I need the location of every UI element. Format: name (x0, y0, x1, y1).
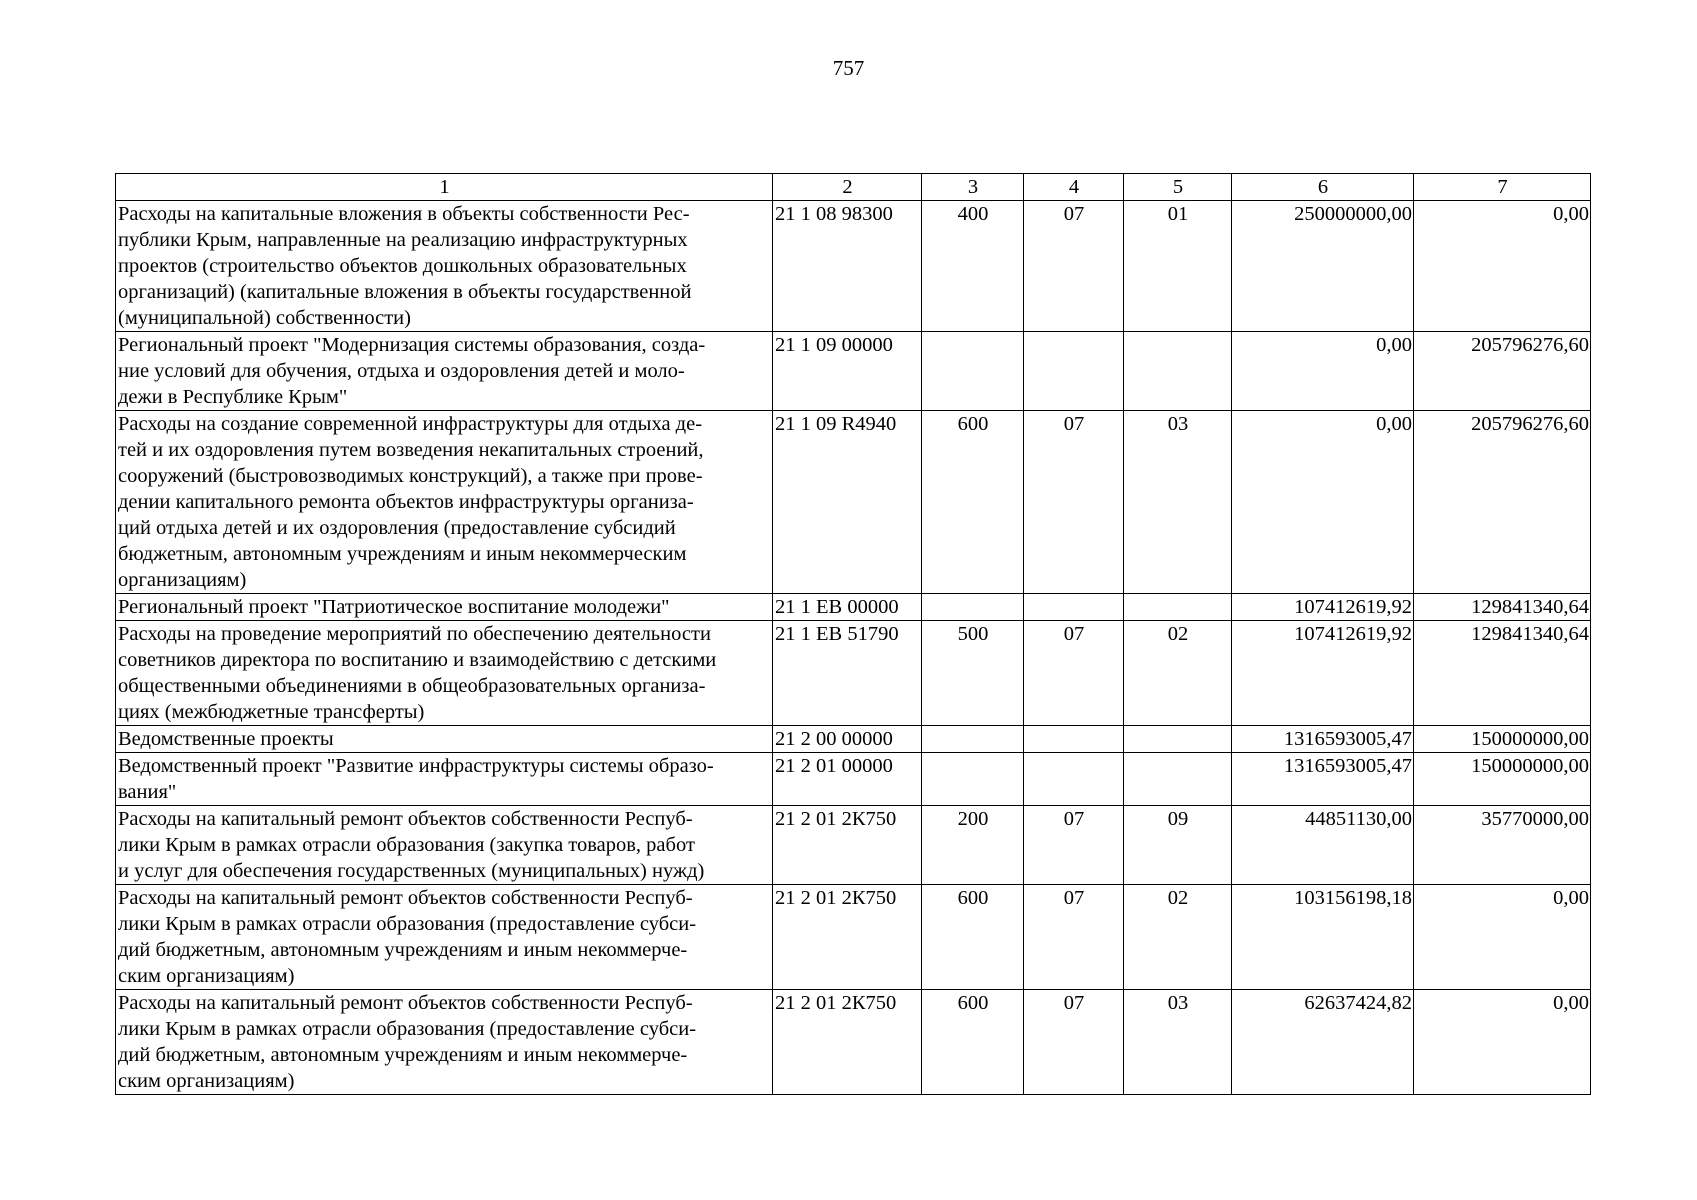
target-code-cell: 21 2 01 2К750 (773, 990, 922, 1095)
section-cell (1024, 594, 1124, 621)
item-name-line: дежи в Республике Крым" (118, 386, 348, 408)
amount-year2-cell: 0,00 (1414, 201, 1591, 332)
section-cell: 07 (1024, 806, 1124, 885)
section-cell: 07 (1024, 885, 1124, 990)
item-name-line: Ведомственные проекты (118, 728, 334, 750)
section-cell (1024, 753, 1124, 806)
section-cell: 07 (1024, 411, 1124, 594)
item-name-line: ций отдыха детей и их оздоровления (предоставление субсидий (118, 517, 676, 539)
item-name-cell (116, 621, 773, 726)
expense-type-cell (922, 753, 1024, 806)
expense-type-cell: 600 (922, 990, 1024, 1095)
section-cell (1024, 332, 1124, 411)
amount-year2-cell: 150000000,00 (1414, 753, 1591, 806)
subsection-cell: 02 (1124, 885, 1232, 990)
amount-year2-cell: 0,00 (1414, 990, 1591, 1095)
item-name-cell (116, 990, 773, 1095)
item-name-line: общественными объединениями в общеобразовательных организа- (118, 675, 706, 697)
subsection-cell: 09 (1124, 806, 1232, 885)
expense-type-cell (922, 726, 1024, 753)
item-name-line: ние условий для обучения, отдыха и оздоровления детей и моло- (118, 360, 685, 382)
amount-year1-cell: 250000000,00 (1232, 201, 1414, 332)
header-col-1: 1 (116, 174, 773, 201)
subsection-cell (1124, 332, 1232, 411)
item-name-line: Расходы на капитальный ремонт объектов собственности Респуб- (118, 887, 693, 909)
item-name-cell (116, 332, 773, 411)
item-name-line: дий бюджетным, автономным учреждениям и иным некоммерче- (118, 939, 688, 961)
expense-type-cell (922, 594, 1024, 621)
amount-year2-cell: 205796276,60 (1414, 332, 1591, 411)
amount-year2-cell: 150000000,00 (1414, 726, 1591, 753)
amount-year1-cell: 1316593005,47 (1232, 753, 1414, 806)
amount-year1-cell: 44851130,00 (1232, 806, 1414, 885)
item-name-line: организаций) (капитальные вложения в объекты государственной (118, 281, 692, 303)
target-code-cell: 21 1 08 98300 (773, 201, 922, 332)
item-name-line: Расходы на капитальный ремонт объектов собственности Респуб- (118, 808, 693, 830)
header-row (116, 174, 1591, 201)
amount-year1-cell: 0,00 (1232, 411, 1414, 594)
header-col-2: 2 (773, 174, 922, 201)
item-name-line: Расходы на капитальные вложения в объекты собственности Рес- (118, 203, 690, 225)
amount-year2-cell: 35770000,00 (1414, 806, 1591, 885)
item-name-line: и услуг для обеспечения государственных (муниципальных) нужд) (118, 860, 705, 882)
expense-type-cell: 600 (922, 885, 1024, 990)
target-code-cell: 21 1 ЕВ 51790 (773, 621, 922, 726)
item-name-line: дий бюджетным, автономным учреждениям и иным некоммерче- (118, 1044, 688, 1066)
header-col-6: 6 (1232, 174, 1414, 201)
item-name-line: Ведомственный проект "Развитие инфраструктуры системы образо- (118, 755, 714, 777)
amount-year1-cell: 0,00 (1232, 332, 1414, 411)
expense-type-cell: 600 (922, 411, 1024, 594)
target-code-cell: 21 2 01 2К750 (773, 806, 922, 885)
amount-year1-cell: 107412619,92 (1232, 594, 1414, 621)
item-name-line: лики Крым в рамках отрасли образования (предоставление субси- (118, 913, 697, 935)
subsection-cell: 01 (1124, 201, 1232, 332)
item-name-line: советников директора по воспитанию и взаимодействию с детскими (118, 649, 717, 671)
expense-type-cell: 200 (922, 806, 1024, 885)
table-row (116, 411, 1591, 594)
section-cell (1024, 726, 1124, 753)
table-row (116, 753, 1591, 806)
expense-type-cell: 400 (922, 201, 1024, 332)
amount-year1-cell: 62637424,82 (1232, 990, 1414, 1095)
budget-table (115, 173, 1591, 1095)
subsection-cell (1124, 594, 1232, 621)
section-cell: 07 (1024, 201, 1124, 332)
item-name-line: сооружений (быстровозводимых конструкций), а также при прове- (118, 465, 703, 487)
table-row (116, 726, 1591, 753)
item-name-line: тей и их оздоровления путем возведения некапитальных строений, (118, 439, 704, 461)
item-name-cell (116, 726, 773, 753)
table-row (116, 885, 1591, 990)
table-row (116, 201, 1591, 332)
page-number: 757 (832, 56, 865, 80)
item-name-line: бюджетным, автономным учреждениям и иным некоммерческим (118, 543, 687, 565)
item-name-line: лики Крым в рамках отрасли образования (предоставление субси- (118, 1018, 697, 1040)
header-col-7: 7 (1414, 174, 1591, 201)
subsection-cell (1124, 753, 1232, 806)
section-cell: 07 (1024, 621, 1124, 726)
amount-year2-cell: 129841340,64 (1414, 621, 1591, 726)
target-code-cell: 21 1 09 R4940 (773, 411, 922, 594)
expense-type-cell: 500 (922, 621, 1024, 726)
amount-year2-cell: 205796276,60 (1414, 411, 1591, 594)
amount-year2-cell: 129841340,64 (1414, 594, 1591, 621)
table-body (116, 201, 1591, 1095)
amount-year2-cell: 0,00 (1414, 885, 1591, 990)
item-name-cell (116, 885, 773, 990)
target-code-cell: 21 2 00 00000 (773, 726, 922, 753)
item-name-line: Расходы на капитальный ремонт объектов собственности Респуб- (118, 992, 693, 1014)
item-name-line: лики Крым в рамках отрасли образования (закупка товаров, работ (118, 834, 695, 856)
item-name-line: публики Крым, направленные на реализацию инфраструктурных (118, 229, 688, 251)
item-name-line: Региональный проект "Патриотическое воспитание молодежи" (118, 596, 670, 618)
item-name-cell (116, 201, 773, 332)
amount-year1-cell: 107412619,92 (1232, 621, 1414, 726)
item-name-line: Расходы на создание современной инфраструктуры для отдыха де- (118, 413, 703, 435)
target-code-cell: 21 2 01 2К750 (773, 885, 922, 990)
target-code-cell: 21 2 01 00000 (773, 753, 922, 806)
header-col-4: 4 (1024, 174, 1124, 201)
target-code-cell: 21 1 ЕВ 00000 (773, 594, 922, 621)
expense-type-cell (922, 332, 1024, 411)
item-name-line: ским организациям) (118, 965, 295, 987)
amount-year1-cell: 103156198,18 (1232, 885, 1414, 990)
item-name-line: проектов (строительство объектов дошкольных образовательных (118, 255, 687, 277)
item-name-line: организациям) (118, 569, 247, 591)
item-name-cell (116, 594, 773, 621)
table-row (116, 806, 1591, 885)
item-name-line: Расходы на проведение мероприятий по обеспечению деятельности (118, 623, 711, 645)
item-name-cell (116, 753, 773, 806)
amount-year1-cell: 1316593005,47 (1232, 726, 1414, 753)
target-code-cell: 21 1 09 00000 (773, 332, 922, 411)
item-name-line: циях (межбюджетные трансферты) (118, 701, 425, 723)
subsection-cell: 03 (1124, 411, 1232, 594)
subsection-cell (1124, 726, 1232, 753)
item-name-line: (муниципальной) собственности) (118, 307, 411, 329)
table-row (116, 990, 1591, 1095)
subsection-cell: 02 (1124, 621, 1232, 726)
subsection-cell: 03 (1124, 990, 1232, 1095)
table-row (116, 332, 1591, 411)
item-name-line: Региональный проект "Модернизация системы образования, созда- (118, 334, 706, 356)
item-name-cell (116, 806, 773, 885)
item-name-line: ским организациям) (118, 1070, 295, 1092)
item-name-cell (116, 411, 773, 594)
table-row (116, 594, 1591, 621)
section-cell: 07 (1024, 990, 1124, 1095)
header-col-5: 5 (1124, 174, 1232, 201)
item-name-line: вания" (118, 781, 177, 803)
table-row (116, 621, 1591, 726)
header-col-3: 3 (922, 174, 1024, 201)
item-name-line: дении капитального ремонта объектов инфраструктуры организа- (118, 491, 694, 513)
